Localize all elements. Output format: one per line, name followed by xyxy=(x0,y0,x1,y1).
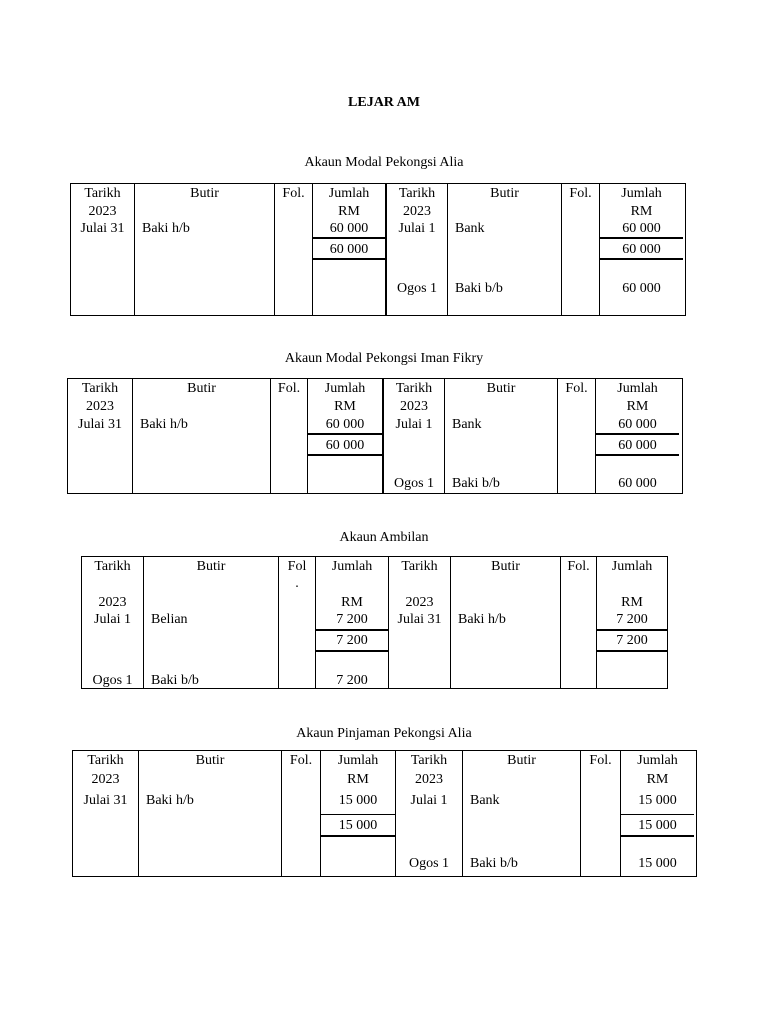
debit-amount: 7 200 xyxy=(336,612,368,627)
credit-item-column xyxy=(444,379,557,493)
debit-amount: 60 000 xyxy=(325,417,365,432)
header-butir: Butir xyxy=(196,559,226,574)
debit-date: Julai 31 xyxy=(78,417,122,432)
debit-amount: 60 000 xyxy=(329,221,369,236)
bf-date: Ogos 1 xyxy=(393,476,435,491)
debit-amount-column xyxy=(320,751,395,876)
header-rm: RM xyxy=(334,399,356,414)
debit-item-column xyxy=(134,184,274,315)
header-tarikh: Tarikh xyxy=(81,381,119,396)
header-fol: Fol. xyxy=(569,186,592,201)
credit-total: 60 000 xyxy=(622,242,661,257)
debit-fol-column xyxy=(274,184,312,315)
credit-amount: 15 000 xyxy=(638,793,677,808)
bf-amount: 60 000 xyxy=(622,281,661,296)
credit-item: Baki h/b xyxy=(458,612,506,627)
bf-item: Baki b/b xyxy=(151,673,199,688)
bf-item: Baki b/b xyxy=(452,476,500,491)
bf-date: Ogos 1 xyxy=(92,673,133,688)
total-top-rule xyxy=(316,629,388,631)
header-tarikh: Tarikh xyxy=(84,186,121,201)
header-butir: Butir xyxy=(507,753,536,768)
debit-item-column xyxy=(138,751,281,876)
debit-amount: 15 000 xyxy=(338,793,378,808)
debit-item: Belian xyxy=(151,612,188,627)
header-year: 2023 xyxy=(91,772,120,787)
total-bottom-rule xyxy=(597,650,667,652)
total-bottom-rule xyxy=(596,454,679,456)
header-rm: RM xyxy=(630,204,653,219)
header-year: 2023 xyxy=(88,204,117,219)
credit-fol-column xyxy=(561,184,599,315)
debit-fol-column xyxy=(281,751,320,876)
credit-date: Julai 1 xyxy=(395,417,433,432)
header-jumlah: Jumlah xyxy=(337,753,379,768)
header-jumlah: Jumlah xyxy=(331,559,373,574)
debit-date: Julai 31 xyxy=(83,793,128,808)
header-butir: Butir xyxy=(490,186,519,201)
credit-fol-column xyxy=(557,379,595,493)
debit-fol-column xyxy=(270,379,307,493)
header-fol: Fol. xyxy=(282,186,305,201)
header-jumlah: Jumlah xyxy=(637,753,678,768)
header-fol: Fol. xyxy=(289,753,313,768)
header-fol: Fol xyxy=(287,559,307,574)
ledger-modal-alia xyxy=(70,183,686,316)
debit-item: Baki h/b xyxy=(146,793,194,808)
ledger-pinjaman-alia xyxy=(72,750,697,877)
credit-total: 15 000 xyxy=(638,818,677,833)
header-jumlah: Jumlah xyxy=(621,186,662,201)
header-jumlah: Jumlah xyxy=(328,186,370,201)
header-rm: RM xyxy=(338,204,360,219)
ledger-ambilan xyxy=(81,556,668,689)
total-bottom-rule xyxy=(600,258,683,260)
bf-date: Ogos 1 xyxy=(408,856,450,871)
credit-amount: 7 200 xyxy=(616,612,648,627)
credit-total: 60 000 xyxy=(618,438,657,453)
header-jumlah: Jumlah xyxy=(324,381,366,396)
account-title-modal-iman-fikry: Akaun Modal Pekongsi Iman Fikry xyxy=(284,351,484,366)
header-butir: Butir xyxy=(491,559,520,574)
debit-date-column xyxy=(71,184,134,315)
total-top-rule xyxy=(621,814,694,815)
header-butir: Butir xyxy=(187,381,216,396)
header-year: 2023 xyxy=(400,399,428,414)
header-fol: Fol. xyxy=(277,381,301,396)
total-bottom-rule xyxy=(621,835,694,837)
account-title-ambilan: Akaun Ambilan xyxy=(339,530,429,545)
debit-amount-column xyxy=(307,379,382,493)
total-bottom-rule xyxy=(313,258,385,260)
credit-item-column xyxy=(462,751,580,876)
credit-item: Bank xyxy=(470,793,500,808)
debit-item: Baki h/b xyxy=(140,417,188,432)
credit-date-column xyxy=(385,184,447,315)
header-rm: RM xyxy=(341,595,363,610)
header-jumlah: Jumlah xyxy=(617,381,658,396)
debit-date: Julai 31 xyxy=(80,221,125,236)
page-title: LEJAR AM xyxy=(348,95,420,110)
credit-date: Julai 1 xyxy=(398,221,436,236)
total-top-rule xyxy=(313,237,385,239)
credit-amount-column xyxy=(596,557,667,688)
debit-date-column xyxy=(68,379,132,493)
header-year: 2023 xyxy=(405,595,434,610)
header-butir: Butir xyxy=(195,753,225,768)
debit-date: Julai 1 xyxy=(94,612,131,627)
bf-amount: 7 200 xyxy=(336,673,368,688)
bf-item: Baki b/b xyxy=(470,856,518,871)
credit-amount-column xyxy=(620,751,694,876)
debit-amount-column xyxy=(312,184,385,315)
header-rm: RM xyxy=(347,772,369,787)
total-bottom-rule xyxy=(316,650,388,652)
credit-item: Bank xyxy=(452,417,482,432)
credit-item-column xyxy=(450,557,560,688)
bf-date: Ogos 1 xyxy=(396,281,438,296)
account-title-pinjaman-alia: Akaun Pinjaman Pekongsi Alia xyxy=(296,726,472,741)
bf-item: Baki b/b xyxy=(455,281,503,296)
credit-fol-column xyxy=(560,557,596,688)
header-tarikh: Tarikh xyxy=(395,381,433,396)
ledger-modal-iman-fikry xyxy=(67,378,683,494)
credit-fol-column xyxy=(580,751,620,876)
header-tarikh: Tarikh xyxy=(94,559,131,574)
credit-date: Julai 31 xyxy=(397,612,442,627)
debit-item-column xyxy=(132,379,270,493)
credit-date-column xyxy=(395,751,462,876)
debit-amount-column xyxy=(315,557,388,688)
total-top-rule xyxy=(321,814,395,815)
header-year: 2023 xyxy=(415,772,443,787)
credit-amount-column xyxy=(595,379,679,493)
header-rm: RM xyxy=(621,595,643,610)
total-top-rule xyxy=(596,433,679,435)
header-butir: Butir xyxy=(190,186,219,201)
header-fol: Fol. xyxy=(589,753,612,768)
credit-item-column xyxy=(447,184,561,315)
credit-amount: 60 000 xyxy=(618,417,657,432)
total-top-rule xyxy=(600,237,683,239)
debit-fol-column xyxy=(278,557,315,688)
credit-total: 7 200 xyxy=(616,633,648,648)
bf-amount: 15 000 xyxy=(638,856,677,871)
debit-total: 15 000 xyxy=(338,818,378,833)
header-tarikh: Tarikh xyxy=(401,559,438,574)
header-butir: Butir xyxy=(486,381,516,396)
header-year: 2023 xyxy=(86,399,114,414)
debit-date-column xyxy=(82,557,143,688)
header-tarikh: Tarikh xyxy=(398,186,436,201)
total-top-rule xyxy=(308,433,382,435)
total-top-rule xyxy=(597,629,667,631)
credit-amount: 60 000 xyxy=(622,221,661,236)
credit-amount-column xyxy=(599,184,683,315)
credit-date-column xyxy=(388,557,450,688)
credit-date-column xyxy=(382,379,444,493)
debit-total: 60 000 xyxy=(329,242,369,257)
debit-date-column xyxy=(73,751,138,876)
debit-item: Baki h/b xyxy=(142,221,190,236)
credit-date: Julai 1 xyxy=(410,793,448,808)
account-title-modal-alia: Akaun Modal Pekongsi Alia xyxy=(304,155,464,170)
header-fol: Fol. xyxy=(567,559,590,574)
bf-amount: 60 000 xyxy=(618,476,657,491)
debit-total: 60 000 xyxy=(325,438,365,453)
total-bottom-rule xyxy=(321,835,395,837)
header-tarikh: Tarikh xyxy=(410,753,448,768)
credit-item: Bank xyxy=(455,221,485,236)
header-fol: Fol. xyxy=(565,381,588,396)
total-bottom-rule xyxy=(308,454,382,456)
header-jumlah: Jumlah xyxy=(611,559,653,574)
debit-total: 7 200 xyxy=(336,633,368,648)
header-fol-dot: . xyxy=(295,576,299,591)
header-year: 2023 xyxy=(98,595,127,610)
debit-item-column xyxy=(143,557,278,688)
header-rm: RM xyxy=(626,399,649,414)
header-year: 2023 xyxy=(403,204,431,219)
header-rm: RM xyxy=(646,772,669,787)
header-tarikh: Tarikh xyxy=(87,753,124,768)
